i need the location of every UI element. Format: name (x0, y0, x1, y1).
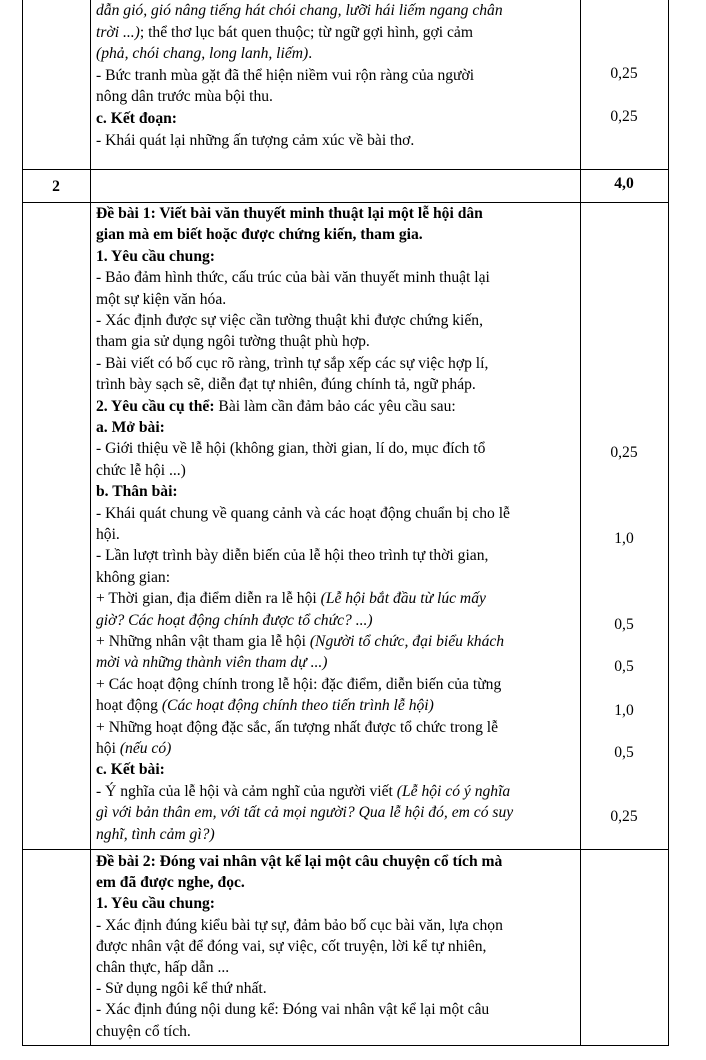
text-run: - Lần lượt trình bày diễn biến của lễ hội theo trình tự thời gian, (96, 547, 489, 565)
text-line (96, 88, 273, 106)
text-run: trình bày sạch sẽ, diễn đạt tự nhiên, đúng chính tả, ngữ pháp. (96, 376, 476, 394)
row-divider-2 (22, 202, 669, 203)
text-run: không gian: (96, 568, 171, 586)
text-line (96, 959, 229, 977)
text-line (96, 719, 498, 737)
text-run: tham gia sử dụng ngôi tường thuật phù hợp. (96, 333, 370, 351)
text-run: . (308, 45, 313, 63)
text-line (96, 569, 170, 587)
text-run: + Các hoạt động chính trong lễ hội: đặc điểm, diễn biến của từng (96, 675, 502, 693)
text-line (96, 654, 328, 672)
score-cell: 0,25 (610, 108, 638, 125)
text-run: - Giới thiệu về lễ hội (không gian, thời gian, lí do, mục đích tổ (96, 440, 486, 458)
text-run: + Thời gian, địa điểm diễn ra lễ hội (96, 590, 321, 608)
text-line (96, 895, 215, 913)
text-line (96, 483, 178, 501)
text-run: 1. Yêu cầu chung: (96, 895, 215, 913)
text-line (96, 612, 373, 630)
text-line (96, 355, 488, 373)
text-run: gì với bản thân em, với tất cả mọi người? Qua lễ hội đó, em có suy (96, 804, 514, 822)
text-line (96, 740, 171, 758)
text-run: được nhân vật để đóng vai, sự việc, cốt truyện, lời kể tự nhiên, (96, 937, 487, 955)
text-run: + Những nhân vật tham gia lễ hội (96, 633, 310, 650)
text-run: em đã được nghe, đọc. (96, 874, 245, 892)
text-line (96, 697, 434, 715)
text-line (96, 132, 414, 150)
text-run: b. Thân bài: (96, 483, 178, 501)
text-line (96, 398, 456, 416)
text-run: (Lễ hội có ý nghĩa (396, 782, 511, 800)
section-number: 2 (52, 178, 60, 195)
text-run: (Lễ hội bắt đầu từ lúc mấy (320, 590, 486, 608)
text-run: Đề bài 1: Viết bài văn thuyết minh thuật lại một lễ hội dân (96, 205, 483, 222)
text-run: c. Kết bài: (96, 761, 165, 779)
text-run: hoạt động (96, 697, 162, 715)
text-line (96, 761, 165, 779)
text-line (96, 312, 483, 330)
text-run: - Bảo đảm hình thức, cấu trúc của bài văn thuyết minh thuật lại (96, 269, 490, 287)
text-run: gian mà em biết hoặc được chứng kiến, tham gia. (96, 226, 423, 244)
text-line (96, 419, 165, 437)
text-run: ; thể thơ lục bát quen thuộc; từ ngữ gợi hình, gợi cảm (139, 23, 473, 41)
text-line (96, 333, 370, 351)
text-run: - Bài viết có bố cục rõ ràng, trình tự sắp xếp các sự việc hợp lí, (96, 354, 489, 372)
table-border-bottom (22, 1045, 669, 1046)
text-run: nông dân trước mùa bội thu. (96, 88, 273, 106)
text-run: hội. (96, 526, 120, 543)
score-cell: 0,25 (610, 65, 638, 82)
text-run: 1. Yêu cầu chung: (96, 247, 215, 265)
text-line (96, 980, 267, 998)
text-line (96, 853, 502, 871)
text-line (96, 1023, 191, 1041)
score-cell: 1,0 (614, 530, 634, 547)
text-line (96, 376, 476, 394)
text-line (96, 45, 312, 63)
text-run: + Những hoạt động đặc sắc, ấn tượng nhất được tổ chức trong lễ (96, 718, 499, 736)
text-run: trời ...) (96, 23, 140, 41)
score-cell: 0,5 (614, 658, 634, 675)
text-line (96, 269, 490, 287)
text-run: a. Mở bài: (96, 419, 165, 436)
text-line (96, 1001, 489, 1019)
text-line (96, 505, 510, 523)
text-run: - Xác định đúng kiểu bài tự sự, đảm bảo bố cục bài văn, lựa chọn (96, 916, 503, 934)
text-run: Bài làm cần đảm bảo các yêu cầu sau: (214, 397, 456, 415)
text-line (96, 67, 474, 85)
text-run: Đề bài 2: Đóng vai nhân vật kể lại một câu chuyện cổ tích mà (96, 853, 503, 870)
text-run: - Ý nghĩa của lễ hội và cảm nghĩ của người viết (96, 782, 397, 800)
text-line (96, 205, 483, 223)
table-border-right (668, 0, 669, 1045)
text-line (96, 547, 488, 565)
text-run: - Khái quát lại những ấn tượng cảm xúc về bài thơ. (96, 131, 415, 149)
text-run: c. Kết đoạn: (96, 110, 177, 127)
text-run: dẫn gió, gió nâng tiếng hát chói chang, lưỡi hái liếm ngang chân (96, 2, 503, 19)
text-line (96, 291, 226, 309)
text-line (96, 917, 503, 935)
text-run: - Xác định đúng nội dung kể: Đóng vai nhân vật kể lại một câu (96, 1001, 490, 1019)
text-line (96, 938, 486, 956)
text-run: chân thực, hấp dẫn ... (96, 959, 230, 976)
score-cell: 0,25 (610, 444, 638, 461)
text-line (96, 783, 510, 801)
text-run: 2. Yêu cầu cụ thể: (96, 397, 215, 415)
text-run: (nếu có) (119, 740, 172, 757)
text-run: - Xác định được sự việc cần tường thuật khi được chứng kiến, (96, 312, 484, 329)
text-line (96, 804, 513, 822)
text-line (96, 676, 501, 694)
text-run: một sự kiện văn hóa. (96, 290, 227, 308)
text-line (96, 526, 120, 544)
text-run: (Các hoạt động chính theo tiến trình lễ hội) (161, 697, 434, 715)
text-line (96, 462, 186, 480)
section-total-score: 4,0 (614, 175, 634, 192)
text-run: chức lễ hội ...) (96, 461, 186, 479)
score-cell: 0,5 (614, 744, 634, 761)
text-line (96, 874, 245, 892)
text-run: hội (96, 740, 120, 757)
row-divider-1 (22, 169, 669, 170)
text-run: chuyện cổ tích. (96, 1022, 191, 1040)
text-run: - Khái quát chung về quang cảnh và các hoạt động chuẩn bị cho lễ (96, 504, 510, 522)
text-line (96, 24, 473, 42)
table-border-col2 (90, 0, 91, 1045)
text-run: - Sử dụng ngôi kể thứ nhất. (96, 980, 267, 998)
text-run: (Người tổ chức, đại biểu khách (309, 633, 505, 650)
table-border-left (22, 0, 23, 1045)
score-cell: 1,0 (614, 702, 634, 719)
score-cell: 0,25 (610, 808, 638, 825)
table-border-col3 (580, 0, 581, 1045)
row-divider-3 (22, 849, 669, 850)
text-line (96, 110, 177, 128)
score-cell: 0,5 (614, 616, 634, 633)
text-line (96, 248, 215, 266)
text-line (96, 226, 423, 244)
text-line (96, 2, 503, 20)
text-line (96, 590, 486, 608)
text-run: - Bức tranh mùa gặt đã thể hiện niềm vui rộn ràng của người (96, 66, 475, 84)
text-line (96, 633, 504, 651)
text-run: mời và những thành viên tham dự ...) (96, 654, 328, 672)
text-run: (phả, chói chang, long lanh, liếm) (96, 45, 309, 63)
text-run: giờ? Các hoạt động chính được tổ chức? ...) (96, 611, 373, 629)
text-line (96, 826, 215, 844)
text-line (96, 440, 485, 458)
text-run: nghĩ, tình cảm gì?) (96, 825, 215, 843)
